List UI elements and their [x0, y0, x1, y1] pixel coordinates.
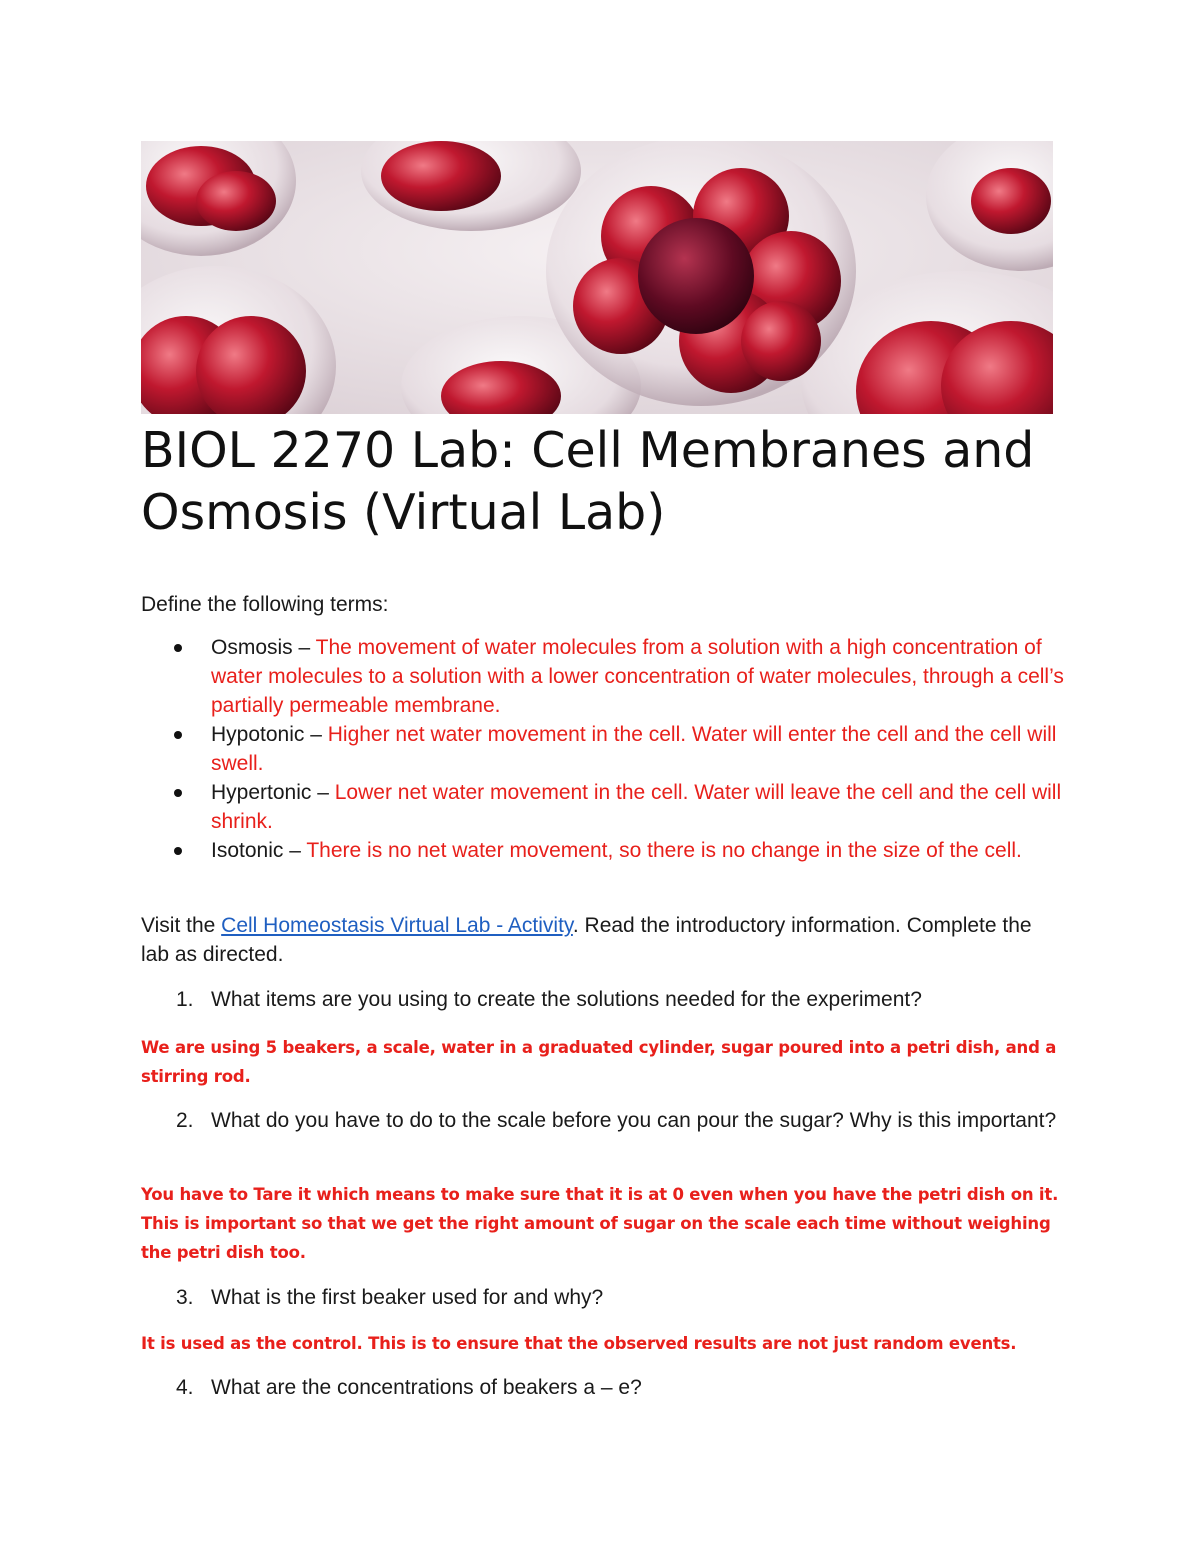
question-text: What are the concentrations of beakers a – e?: [211, 1376, 642, 1399]
question-text: What items are you using to create the solutions needed for the experiment?: [211, 988, 922, 1011]
question-text: What is the first beaker used for and why?: [211, 1286, 604, 1309]
question-2: [141, 1106, 1061, 1135]
list-item: [141, 720, 1071, 778]
term-definition: There is no net water movement, so there is no change in the size of the cell.: [306, 839, 1022, 862]
question-number: 4.: [176, 1376, 194, 1399]
define-intro: Define the following terms:: [141, 593, 389, 616]
term-definition: Lower net water movement in the cell. Water will leave the cell and the cell will shrink.: [211, 781, 1062, 833]
cell-banner-image: [141, 141, 1053, 414]
question-number: 1.: [176, 988, 194, 1011]
list-item: [141, 836, 1071, 865]
list-item: [141, 778, 1071, 836]
visit-text-after: . Read the introductory information. Complete the lab as directed.: [141, 914, 1032, 966]
term-definition: The movement of water molecules from a solution with a high concentration of water molecules to a solution with a lower concentration of water molecules, through a cell’s partially permeable membrane.: [211, 636, 1064, 717]
visit-paragraph: [141, 911, 1051, 969]
visit-text-before: Visit the: [141, 914, 222, 937]
question-number: 3.: [176, 1286, 194, 1309]
question-4: [141, 1373, 1061, 1402]
answer-3: It is used as the control. This is to ensure that the observed results are not just random events.: [141, 1334, 1017, 1353]
answer-1: We are using 5 beakers, a scale, water in a graduated cylinder, sugar poured into a petri dish, and a stirring rod.: [141, 1038, 1057, 1086]
term-label: Isotonic –: [211, 839, 307, 862]
term-definition: Higher net water movement in the cell. Water will enter the cell and the cell will swell.: [211, 723, 1057, 775]
answer-2: You have to Tare it which means to make sure that it is at 0 even when you have the petri dish on it. This is important so that we get the right amount of sugar on the scale each time without weighing the petri dish too.: [141, 1185, 1059, 1262]
virtual-lab-link[interactable]: Cell Homeostasis Virtual Lab - Activity: [221, 914, 573, 937]
question-number: 2.: [176, 1109, 194, 1132]
question-3: [141, 1283, 1061, 1312]
question-1: [141, 985, 1061, 1014]
term-label: Hypertonic –: [211, 781, 335, 804]
list-item: [141, 633, 1071, 720]
term-label: Osmosis –: [211, 636, 316, 659]
page-title: BIOL 2270 Lab: Cell Membranes and Osmosis (Virtual Lab): [141, 422, 1035, 541]
terms-list: [141, 633, 1071, 865]
question-text: What do you have to do to the scale before you can pour the sugar? Why is this important?: [211, 1109, 1057, 1132]
term-label: Hypotonic –: [211, 723, 328, 746]
